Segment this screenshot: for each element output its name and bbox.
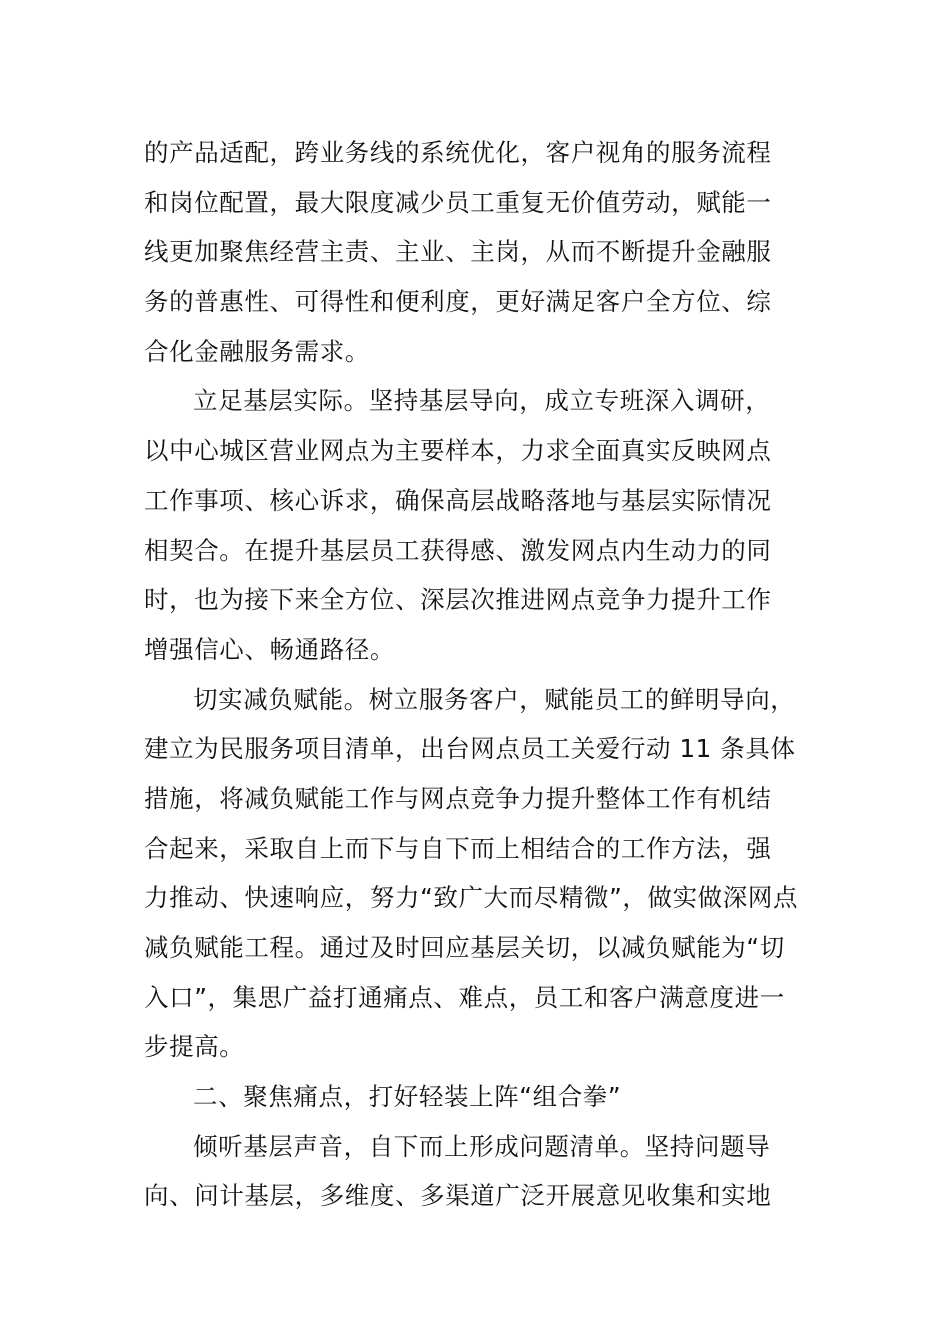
section-heading: 二、聚焦痛点，打好轻装上阵“组合拳” xyxy=(193,1082,622,1112)
text-line: 线更加聚焦经营主责、主业、主岗，从而不断提升金融服 xyxy=(144,237,772,267)
paragraph-start-line: 立足基层实际。坚持基层导向，成立专班深入调研， xyxy=(193,386,771,416)
text-line: 步提高。 xyxy=(144,1032,245,1062)
text-line: 工作事项、核心诉求，确保高层战略落地与基层实际情况 xyxy=(144,485,772,515)
body-text xyxy=(144,128,812,1221)
text-line: 措施，将减负赋能工作与网点竞争力提升整体工作有机结 xyxy=(144,783,772,813)
text-line: 以中心城区营业网点为主要样本，力求全面真实反映网点 xyxy=(144,436,772,466)
paragraph-start-line: 切实减负赋能。树立服务客户，赋能员工的鲜明导向， xyxy=(193,684,796,714)
text-line: 向、问计基层，多维度、多渠道广泛开展意见收集和实地 xyxy=(144,1181,772,1211)
text-line: 力推动、快速响应，努力“致广大而尽精微”，做实做深网点 xyxy=(144,883,799,913)
paragraph-start-line: 倾听基层声音，自下而上形成问题清单。坚持问题导 xyxy=(193,1131,771,1161)
text-line: 减负赋能工程。通过及时回应基层关切，以减负赋能为“切 xyxy=(144,933,785,962)
text-line: 建立为民服务项目清单，出台网点员工关爱行动 11 条具体 xyxy=(144,734,796,764)
text-line: 入口”，集思广益打通痛点、难点，员工和客户满意度进一 xyxy=(144,982,785,1012)
text-line: 合化金融服务需求。 xyxy=(144,336,370,366)
text-line: 时，也为接下来全方位、深层次推进网点竞争力提升工作 xyxy=(144,585,772,615)
text-line: 合起来，采取自上而下与自下而上相结合的工作方法，强 xyxy=(144,833,772,863)
text-line: 相契合。在提升基层员工获得感、激发网点内生动力的同 xyxy=(144,535,772,565)
text-line: 的产品适配，跨业务线的系统优化，客户视角的服务流程 xyxy=(144,138,772,167)
text-line: 增强信心、畅通路径。 xyxy=(144,634,395,664)
text-line: 和岗位配置，最大限度减少员工重复无价值劳动，赋能一 xyxy=(144,187,772,217)
text-line: 务的普惠性、可得性和便利度，更好满足客户全方位、综 xyxy=(144,287,772,317)
